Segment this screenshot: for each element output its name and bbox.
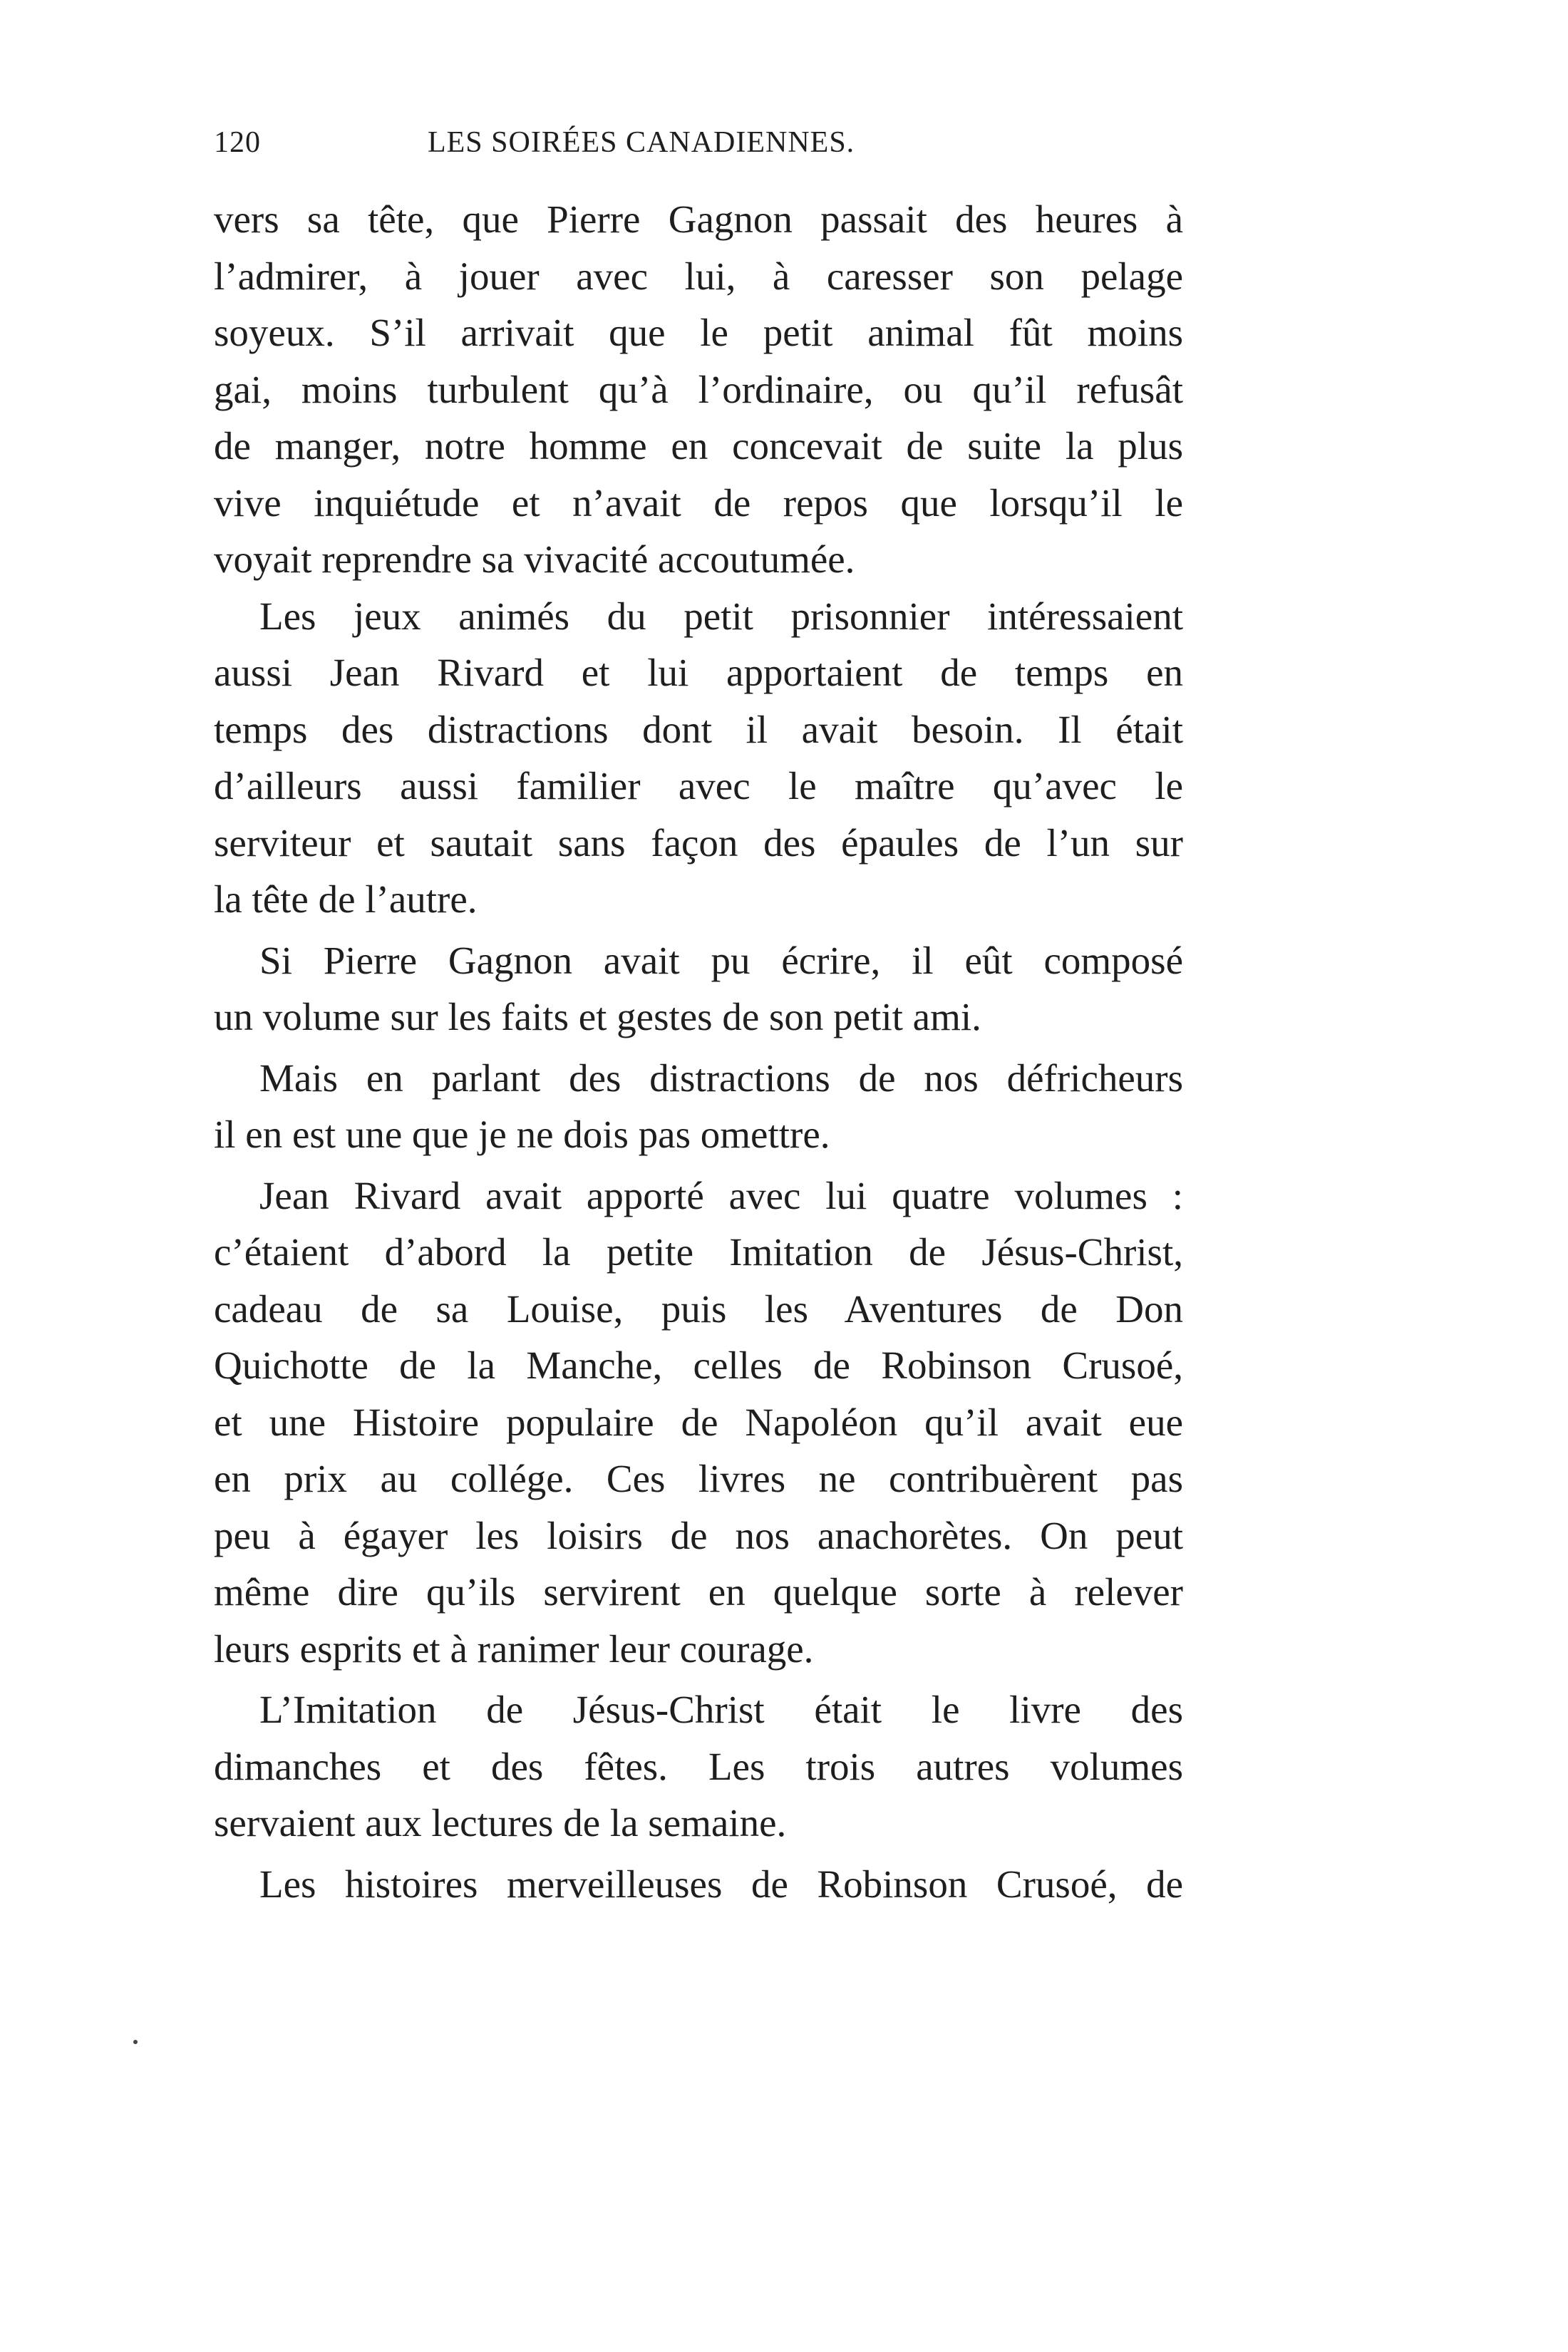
text-line: gai, moins turbulent qu’à l’ordinaire, ou qu’il refusât (214, 367, 1183, 411)
text-line: voyait reprendre sa vivacité accoutumée. (214, 537, 855, 581)
paragraph-start-line: Les jeux animés du petit prisonnier intéressaient (259, 594, 1183, 638)
body-text (214, 191, 1183, 1912)
running-header (214, 121, 1183, 164)
print-speck (133, 2040, 138, 2044)
text-line: peu à égayer les loisirs de nos anachorètes. On peut (214, 1513, 1183, 1557)
text-line: aussi Jean Rivard et lui apportaient de temps en (214, 651, 1183, 694)
running-title: LES SOIRÉES CANADIENNES. (428, 126, 855, 159)
paragraph-start-line: Jean Rivard avait apporté avec lui quatre volumes : (259, 1173, 1183, 1217)
text-line: cadeau de sa Louise, puis les Aventures de Don (214, 1286, 1183, 1331)
paragraph-start-line: Si Pierre Gagnon avait pu écrire, il eût composé (259, 938, 1183, 982)
text-line: un volume sur les faits et gestes de son petit ami. (214, 995, 981, 1038)
text-line: la tête de l’autre. (214, 877, 478, 921)
text-line: d’ailleurs aussi familier avec le maître qu’avec le (214, 764, 1183, 808)
text-line: soyeux. S’il arrivait que le petit animal fût moins (214, 311, 1183, 354)
text-line: leurs esprits et à ranimer leur courage. (214, 1626, 814, 1671)
text-line: vers sa tête, que Pierre Gagnon passait des heures à (214, 197, 1183, 241)
text-line: il en est une que je ne dois pas omettre. (214, 1113, 830, 1156)
paragraph-start-line: Mais en parlant des distractions de nos défricheurs (259, 1056, 1183, 1100)
text-line: dimanches et des fêtes. Les trois autres volumes (214, 1744, 1183, 1788)
text-line: vive inquiétude et n’avait de repos que lorsqu’il le (214, 480, 1183, 525)
paragraph-start-line: L’Imitation de Jésus-Christ était le livre des (259, 1688, 1183, 1731)
text-line: Quichotte de la Manche, celles de Robinson Crusoé, (214, 1343, 1183, 1387)
paragraph-start-line: Les histoires merveilleuses de Robinson Crusoé, de (259, 1862, 1183, 1906)
text-line: même dire qu’ils servirent en quelque sorte à relever (214, 1570, 1183, 1614)
text-line: c’étaient d’abord la petite Imitation de Jésus-Christ, (214, 1230, 1183, 1274)
text-line: de manger, notre homme en concevait de suite la plus (214, 424, 1183, 468)
text-line: et une Histoire populaire de Napoléon qu’il avait eue (214, 1400, 1183, 1444)
text-line: serviteur et sautait sans façon des épaules de l’un sur (214, 820, 1183, 865)
page-number: 120 (214, 126, 261, 159)
text-line: l’admirer, à jouer avec lui, à caresser son pelage (214, 254, 1183, 298)
text-line: servaient aux lectures de la semaine. (214, 1801, 787, 1845)
text-line: en prix au collége. Ces livres ne contribuèrent pas (214, 1457, 1183, 1500)
text-line: temps des distractions dont il avait besoin. Il était (214, 707, 1183, 751)
